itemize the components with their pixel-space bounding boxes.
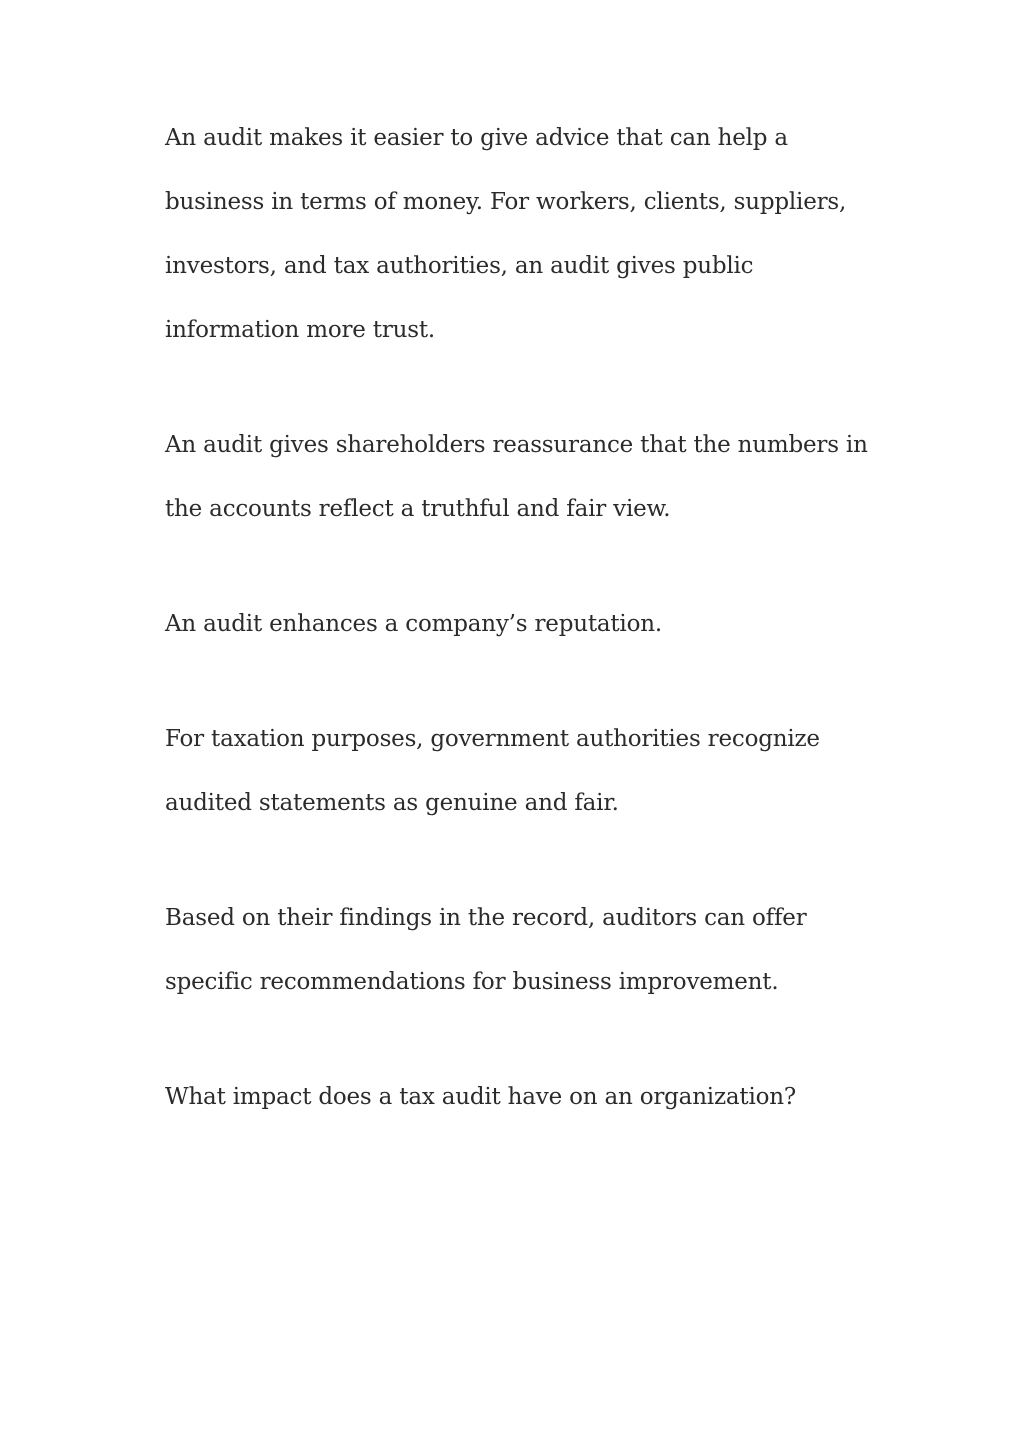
paragraph-audit-advice: [165, 106, 865, 362]
paragraph-taxation: [165, 707, 865, 835]
text-line: An audit gives shareholders reassurance that the numbers in: [165, 432, 868, 458]
paragraph-question: [165, 1065, 865, 1129]
text-line: information more trust.: [165, 317, 435, 343]
text-line: business in terms of money. For workers, clients, suppliers,: [165, 189, 847, 215]
text-line: What impact does a tax audit have on an organization?: [165, 1084, 796, 1110]
paragraph-recommendations: [165, 886, 865, 1014]
document-body: [165, 106, 868, 1180]
text-line: For taxation purposes, government authorities recognize: [165, 726, 820, 752]
text-line: An audit makes it easier to give advice that can help a: [165, 125, 788, 151]
text-line: Based on their findings in the record, auditors can offer: [165, 905, 807, 931]
text-line: investors, and tax authorities, an audit gives public: [165, 253, 754, 279]
text-line: the accounts reflect a truthful and fair view.: [165, 496, 671, 522]
text-line: audited statements as genuine and fair.: [165, 790, 619, 816]
paragraph-reputation: [165, 592, 865, 656]
text-line: specific recommendations for business improvement.: [165, 969, 779, 995]
text-line: An audit enhances a company’s reputation.: [165, 611, 662, 637]
paragraph-shareholder-reassurance: [165, 413, 868, 541]
